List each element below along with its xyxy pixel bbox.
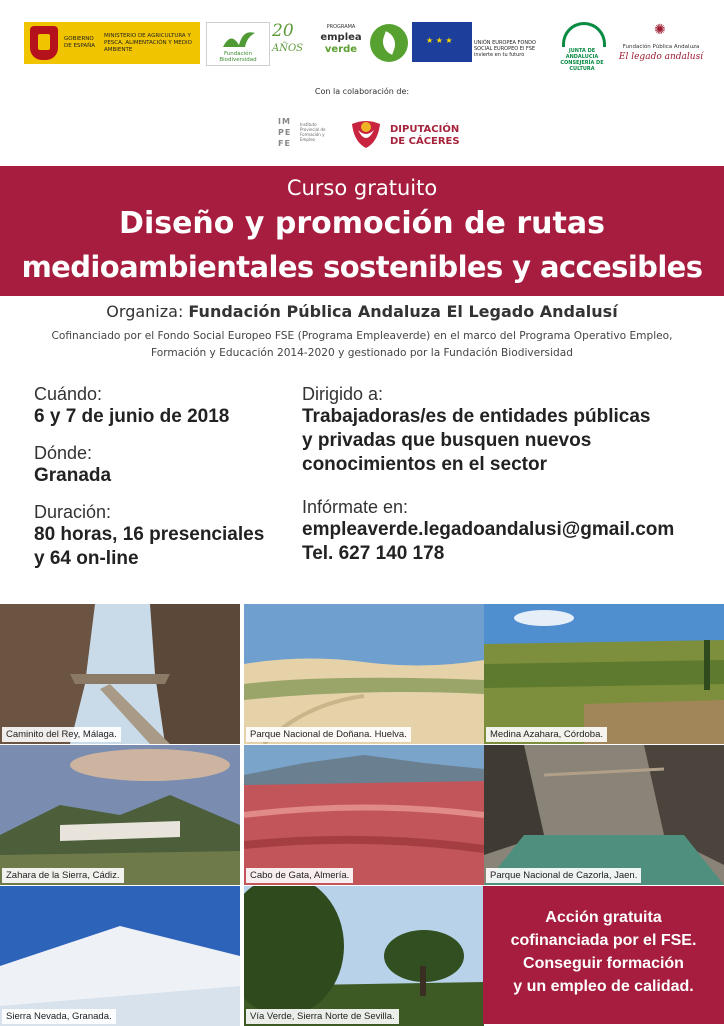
cofinancing-line-1: Cofinanciado por el Fondo Social Europeo FSE (Programa Empleaverde) en el marco del Programa Operativo Empleo, [51,330,673,342]
audience-label: Dirigido a: [302,384,384,404]
audience-line-2: y privadas que busquen nuevos [302,430,592,451]
impefe-logo [278,116,336,152]
duration-label: Duración: [34,502,112,522]
village-image [0,745,240,885]
photo-sierra-nevada [0,886,240,1026]
grass-icon [221,27,257,49]
star-emblem-icon: ✺ [654,22,666,38]
biodiversidad-text: Fundación Biodiversidad [219,51,257,63]
when-block [34,384,229,429]
promo-line-2: cofinanciada por el FSE. [510,932,697,949]
cofinancing-note [20,328,704,362]
duration-line-1: 80 horas, 16 presenciales [34,524,265,545]
contact-email[interactable]: empleaverde.legadoandalusi@gmail.com [302,519,675,540]
organizer-name: Fundación Pública Andaluza El Legado Andalusí [188,302,618,321]
contact-phone[interactable]: Tel. 627 140 178 [302,543,445,564]
river-gorge-image [484,745,724,885]
duration-block [34,502,264,571]
legado-andalusi-logo [616,22,706,64]
photo-caminito-del-rey [0,604,240,744]
cofinancing-line-2: Formación y Educación 2014-2020 y gestionado por la Fundación Biodiversidad [151,347,573,359]
trees-image [244,886,484,1026]
organizer-label: Organiza: [106,302,184,321]
impefe-line-1: IM [278,117,291,126]
duration-line-2: y 64 on-line [34,548,139,569]
photo-caption: Medina Azahara, Córdoba. [486,727,607,742]
diputacion-emblem-icon [348,118,384,150]
audience-line-3: conocimientos en el sector [302,454,547,475]
impefe-line-2: PE [278,128,292,137]
photo-caption: Parque Nacional de Cazorla, Jaen. [486,868,641,883]
contact-label: Infórmate en: [302,497,409,517]
collaboration-label: Con la colaboración de: [314,87,410,96]
dunes-image [244,604,484,744]
impefe-line-3: FE [278,139,291,148]
verde-text: verde [324,44,358,55]
promo-line-1: Acción gratuita [545,909,662,926]
gobierno-espana-logo [24,22,200,64]
contact-block [302,497,674,566]
fundacion-biodiversidad-logo [206,22,270,66]
promo-line-4: y un empleo de calidad. [513,978,694,995]
junta-arch-icon [562,22,606,47]
junta-andalucia-logo [556,22,606,72]
promo-box [483,886,724,1024]
diputacion-line-1: DIPUTACIÓN [390,124,460,135]
ruins-image [484,604,724,744]
union-europea-logo [412,22,534,64]
programa-text: PROGRAMA [326,24,356,30]
sponsor-logos [0,21,724,72]
audience-block [302,384,650,477]
red-rocks-image [244,745,484,885]
where-value: Granada [34,465,112,486]
promo-line-3: Conseguir formación [523,955,684,972]
leaf-icon [370,24,408,62]
diputacion-line-2: DE CÁCERES [390,136,460,147]
photo-caption: Cabo de Gata, Almería. [246,868,353,883]
photo-medina-azahara [484,604,724,744]
anniversary-word: AÑOS [272,43,304,54]
audience-line-1: Trabajadoras/es de entidades públicas [302,406,651,427]
photo-donana [244,604,484,744]
anniversary-number: 20 [272,21,294,41]
organizer [0,302,724,321]
course-title-line-2: medioambientales sostenibles y accesibles [21,250,703,284]
emplea-verde-logo [314,22,404,64]
ue-text: UNIÓN EUROPEA FONDO SOCIAL EUROPEO El FSE invierte en tu futuro [474,40,536,58]
diputacion-caceres-logo [348,118,468,152]
ministerio-text: MINISTERIO DE AGRICULTURA Y PESCA, ALIMENTACIÓN Y MEDIO AMBIENTE [104,32,192,53]
photo-caption: Vía Verde, Sierra Norte de Sevilla. [246,1009,399,1024]
photo-cazorla [484,745,724,885]
course-subtitle: Curso gratuito [286,176,438,200]
coat-of-arms-icon [30,26,58,60]
title-banner [0,166,724,296]
snowy-mountain-image [0,886,240,1026]
photo-caption: Sierra Nevada, Granada. [2,1009,116,1024]
photo-caption: Caminito del Rey, Málaga. [2,727,121,742]
photo-via-verde [244,886,484,1026]
anniversary-badge [272,22,306,64]
fundacion-small-text: Fundación Pública Andaluza [622,44,700,50]
eu-flag-icon [412,22,472,62]
when-value: 6 y 7 de junio de 2018 [34,406,230,427]
photo-caption: Parque Nacional de Doñana. Huelva. [246,727,411,742]
cliff-walkway-image [0,604,240,744]
emplea-text: emplea [320,32,362,43]
gobierno-text: GOBIERNO DE ESPAÑA [64,36,96,49]
where-block [34,443,111,488]
course-title-line-1: Diseño y promoción de rutas [119,206,605,241]
impefe-subtitle: Instituto Provincial de Formación y Empleo [300,122,326,142]
photo-caption: Zahara de la Sierra, Cádiz. [2,868,124,883]
fundacion-name-text: El legado andalusí [618,52,704,62]
when-label: Cuándo: [34,384,103,404]
photo-cabo-de-gata [244,745,484,885]
photo-zahara [0,745,240,885]
junta-text: JUNTA DE ANDALUCIA CONSEJERÍA DE CULTURA [560,48,604,72]
where-label: Dónde: [34,443,93,463]
